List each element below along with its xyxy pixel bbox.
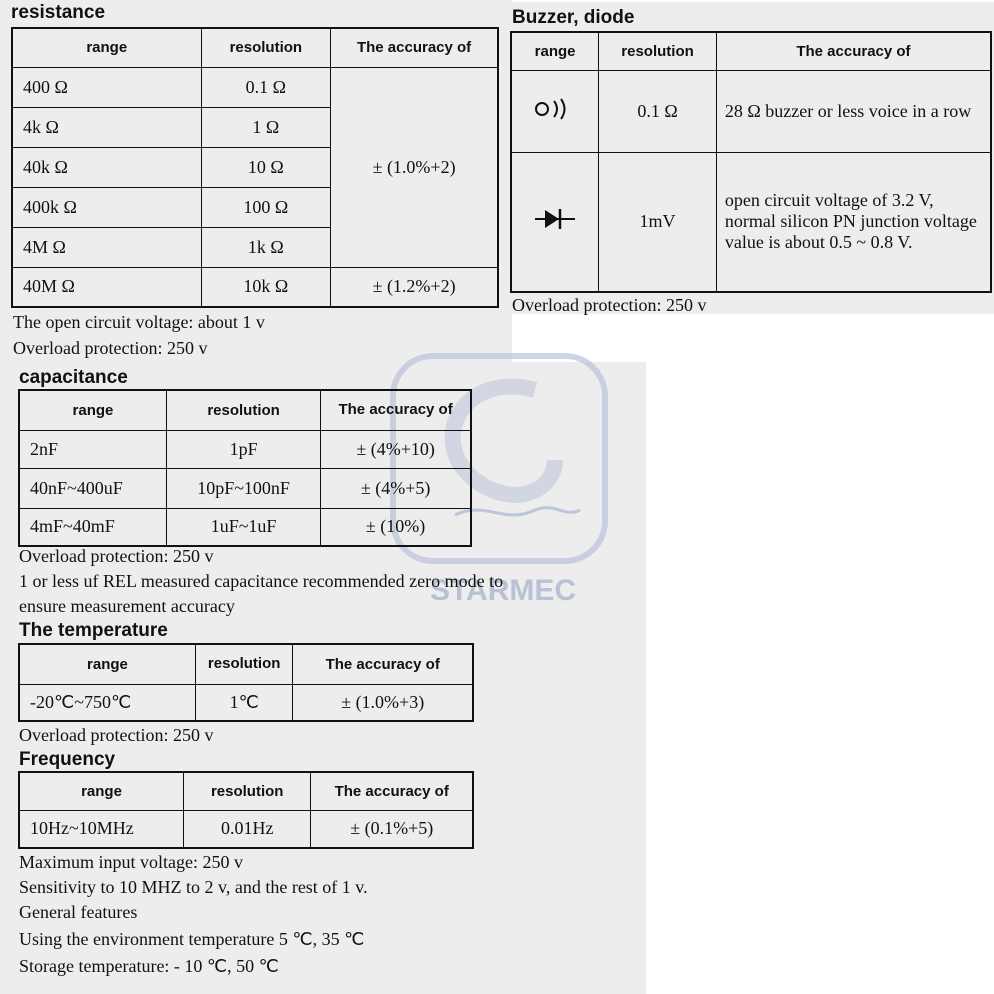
capacitance-title: capacitance xyxy=(19,367,128,388)
table-cell: 40nF~400uF xyxy=(19,468,166,508)
table-cell: 4M Ω xyxy=(12,227,201,267)
table-cell: 0.1 Ω xyxy=(599,70,717,152)
temperature-note-overload: Overload protection: 250 v xyxy=(19,725,214,745)
capacitance-table xyxy=(18,389,472,547)
table-cell: 100 Ω xyxy=(201,187,331,227)
temperature-title: The temperature xyxy=(19,620,168,641)
resistance-note-overload: Overload protection: 250 v xyxy=(13,338,208,358)
table-cell: 1℃ xyxy=(195,684,292,721)
buzzer-header-resolution: resolution xyxy=(599,32,717,70)
table-cell: 40k Ω xyxy=(12,147,201,187)
table-cell: 400k Ω xyxy=(12,187,201,227)
buzzer-icon xyxy=(533,96,577,122)
temperature-table xyxy=(18,643,474,722)
table-cell: ± (0.1%+5) xyxy=(311,810,473,848)
table-cell: 28 Ω buzzer or less voice in a row xyxy=(716,70,991,152)
capacitance-note-rel-2: ensure measurement accuracy xyxy=(19,596,235,616)
resistance-note-voltage: The open circuit voltage: about 1 v xyxy=(13,312,265,332)
table-cell: open circuit voltage of 3.2 V, normal silicon PN junction voltage value is about 0.5 ~ 0.8 V. xyxy=(716,152,991,292)
temperature-header-range: range xyxy=(19,644,195,684)
buzzer-symbol-cell xyxy=(511,70,599,152)
storage-temperature: Storage temperature: - 10 ℃, 50 ℃ xyxy=(19,956,279,976)
table-cell: ± (10%) xyxy=(321,508,471,546)
table-cell: 4mF~40mF xyxy=(19,508,166,546)
temperature-header-accuracy: The accuracy of xyxy=(293,644,473,684)
table-cell: 1 Ω xyxy=(201,107,331,147)
frequency-table xyxy=(18,771,474,849)
frequency-note-max-voltage: Maximum input voltage: 250 v xyxy=(19,852,243,872)
capacitance-header-range: range xyxy=(19,390,166,430)
table-cell: 400 Ω xyxy=(12,67,201,107)
table-cell: 2nF xyxy=(19,430,166,468)
resistance-table xyxy=(11,27,499,308)
capacitance-note-overload: Overload protection: 250 v xyxy=(19,546,214,566)
capacitance-header-resolution: resolution xyxy=(166,390,320,430)
resistance-header-accuracy: The accuracy of xyxy=(331,28,498,67)
table-cell: 10Hz~10MHz xyxy=(19,810,183,848)
table-cell: ± (4%+5) xyxy=(321,468,471,508)
resistance-header-resolution: resolution xyxy=(201,28,331,67)
frequency-header-accuracy: The accuracy of xyxy=(311,772,473,810)
table-cell: ± (4%+10) xyxy=(321,430,471,468)
buzzer-table xyxy=(510,31,992,293)
table-cell: 0.01Hz xyxy=(183,810,310,848)
table-cell: -20℃~750℃ xyxy=(19,684,195,721)
buzzer-title: Buzzer, diode xyxy=(512,7,635,28)
resistance-title: resistance xyxy=(11,2,106,23)
temperature-header-resolution: resolution xyxy=(195,644,292,684)
table-cell: 10k Ω xyxy=(201,267,331,307)
capacitance-note-rel-1: 1 or less uf REL measured capacitance recommended zero mode to xyxy=(19,571,504,591)
table-cell: 10 Ω xyxy=(201,147,331,187)
watermark-brand: STARMEC xyxy=(429,574,577,607)
general-features-heading: General features xyxy=(19,902,138,922)
frequency-note-sensitivity: Sensitivity to 10 MHZ to 2 v, and the rest of 1 v. xyxy=(19,877,368,897)
frequency-header-range: range xyxy=(19,772,183,810)
buzzer-note-overload: Overload protection: 250 v xyxy=(512,295,707,315)
resistance-header-range: range xyxy=(12,28,201,67)
resistance-accuracy-last: ± (1.2%+2) xyxy=(331,267,498,307)
capacitance-header-accuracy: The accuracy of xyxy=(321,390,471,430)
operating-temperature: Using the environment temperature 5 ℃, 35 ℃ xyxy=(19,929,365,949)
diode-icon xyxy=(533,206,577,232)
table-cell: 1pF xyxy=(166,430,320,468)
frequency-title: Frequency xyxy=(19,749,116,770)
table-cell: 40M Ω xyxy=(12,267,201,307)
table-cell: 4k Ω xyxy=(12,107,201,147)
table-cell: 1uF~1uF xyxy=(166,508,320,546)
table-cell: 1mV xyxy=(599,152,717,292)
buzzer-header-accuracy: The accuracy of xyxy=(716,32,991,70)
diode-symbol-cell xyxy=(511,152,599,292)
resistance-accuracy-group: ± (1.0%+2) xyxy=(331,67,498,267)
frequency-header-resolution: resolution xyxy=(183,772,310,810)
table-cell: 10pF~100nF xyxy=(166,468,320,508)
table-cell: 0.1 Ω xyxy=(201,67,331,107)
table-cell: 1k Ω xyxy=(201,227,331,267)
table-cell: ± (1.0%+3) xyxy=(293,684,473,721)
buzzer-header-range: range xyxy=(511,32,599,70)
